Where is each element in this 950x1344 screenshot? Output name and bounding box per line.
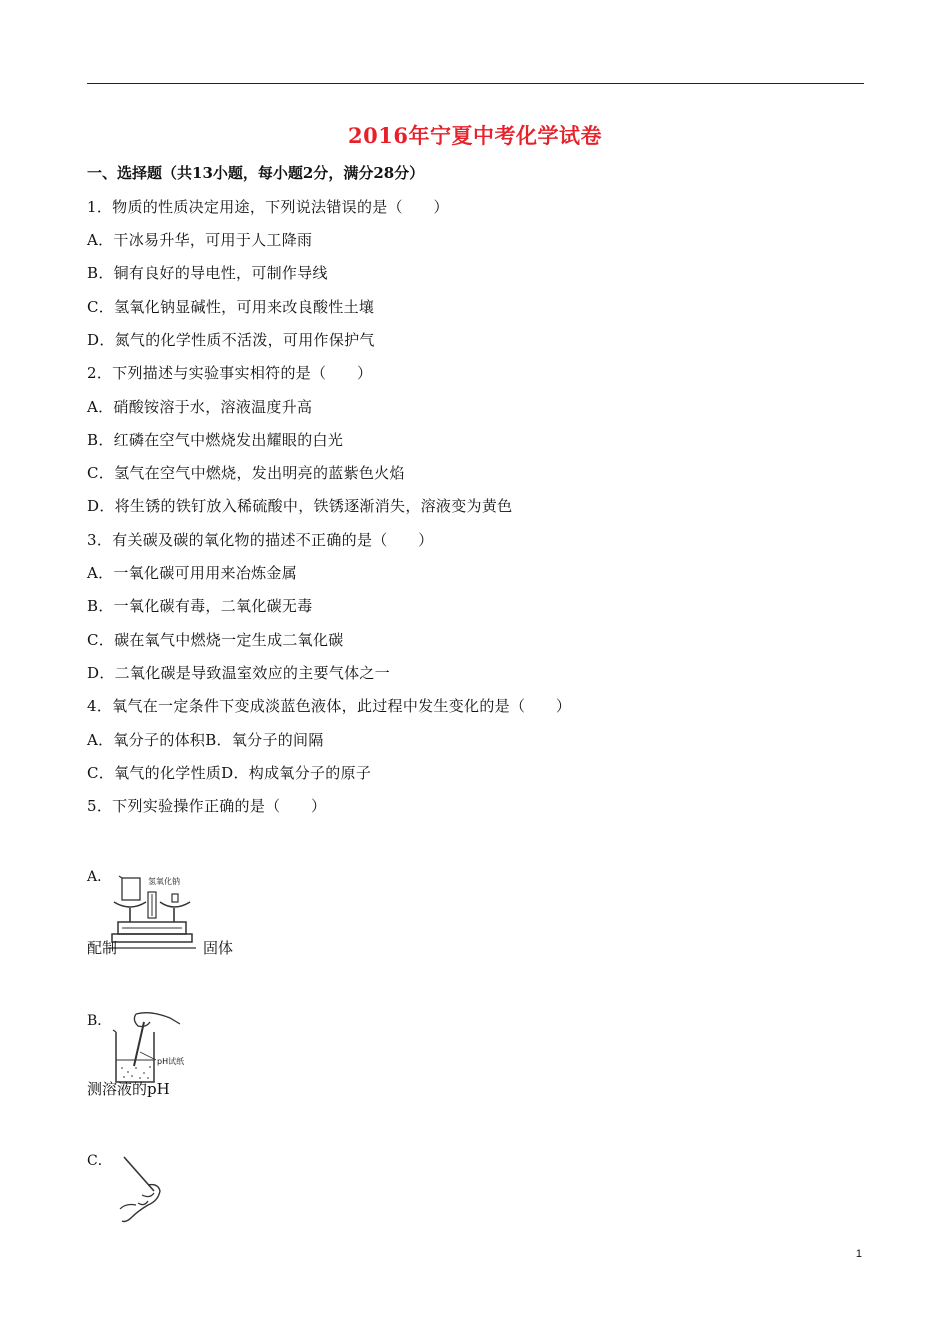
question-2-option-a: A．硝酸铵溶于水，溶液温度升高	[87, 398, 313, 416]
question-3-option-a: A．一氧化碳可用用来冶炼金属	[87, 564, 298, 582]
question-4-option-cd: C．氧气的化学性质D．构成氧分子的原子	[87, 764, 372, 782]
question-5-option-a-caption-left: 配制	[87, 939, 118, 957]
ph-test-figure	[110, 1010, 190, 1088]
question-1-stem: 1．物质的性质决定用途，下列说法错误的是（ ）	[87, 198, 449, 216]
question-4-option-ab: A．氧分子的体积B．氧分子的间隔	[87, 731, 324, 749]
question-2-option-d: D．将生锈的铁钉放入稀硫酸中，铁锈逐渐消失，溶液变为黄色	[87, 497, 513, 515]
question-4-stem: 4．氧气在一定条件下变成淡蓝色液体，此过程中发生变化的是（ ）	[87, 697, 572, 715]
question-3-stem: 3．有关碳及碳的氧化物的描述不正确的是（ ）	[87, 531, 434, 549]
page-title: 2016年宁夏中考化学试卷	[348, 123, 602, 148]
balance-figure-label: 氢氧化钠	[148, 877, 180, 886]
question-3-option-d: D．二氧化碳是导致温室效应的主要气体之一	[87, 664, 391, 682]
question-5-option-a-label: A．	[87, 869, 112, 885]
question-1-option-d: D．氮气的化学性质不活泼，可用作保护气	[87, 331, 375, 349]
section-heading: 一、选择题（共13小题，每小题2分，满分28分）	[87, 164, 425, 182]
question-5-stem: 5．下列实验操作正确的是（ ）	[87, 797, 327, 815]
question-2-option-c: C．氢气在空气中燃烧，发出明亮的蓝紫色火焰	[87, 464, 405, 482]
question-1-option-c: C．氢氧化钠显碱性，可用来改良酸性土壤	[87, 298, 375, 316]
question-1-option-b: B．铜有良好的导电性，可制作导线	[87, 264, 328, 282]
question-5-option-c-label: C．	[87, 1153, 112, 1169]
question-2-option-b: B．红磷在空气中燃烧发出耀眼的白光	[87, 431, 344, 449]
question-3-option-c: C．碳在氧气中燃烧一定生成二氧化碳	[87, 631, 344, 649]
header-rule	[87, 83, 864, 84]
question-1-option-a: A．干冰易升华，可用于人工降雨	[87, 231, 313, 249]
question-2-stem: 2．下列描述与实验事实相符的是（ ）	[87, 364, 373, 382]
ph-test-figure-label: pH试纸	[157, 1057, 185, 1066]
question-5-option-b-label: B．	[87, 1013, 112, 1029]
question-5-option-b-caption: 测溶液的pH	[87, 1080, 170, 1098]
dropper-figure	[112, 1155, 172, 1227]
page-number: 1	[855, 1248, 862, 1260]
question-3-option-b: B．一氧化碳有毒，二氧化碳无毒	[87, 597, 313, 615]
question-5-option-a-caption-right: 固体	[203, 939, 234, 957]
